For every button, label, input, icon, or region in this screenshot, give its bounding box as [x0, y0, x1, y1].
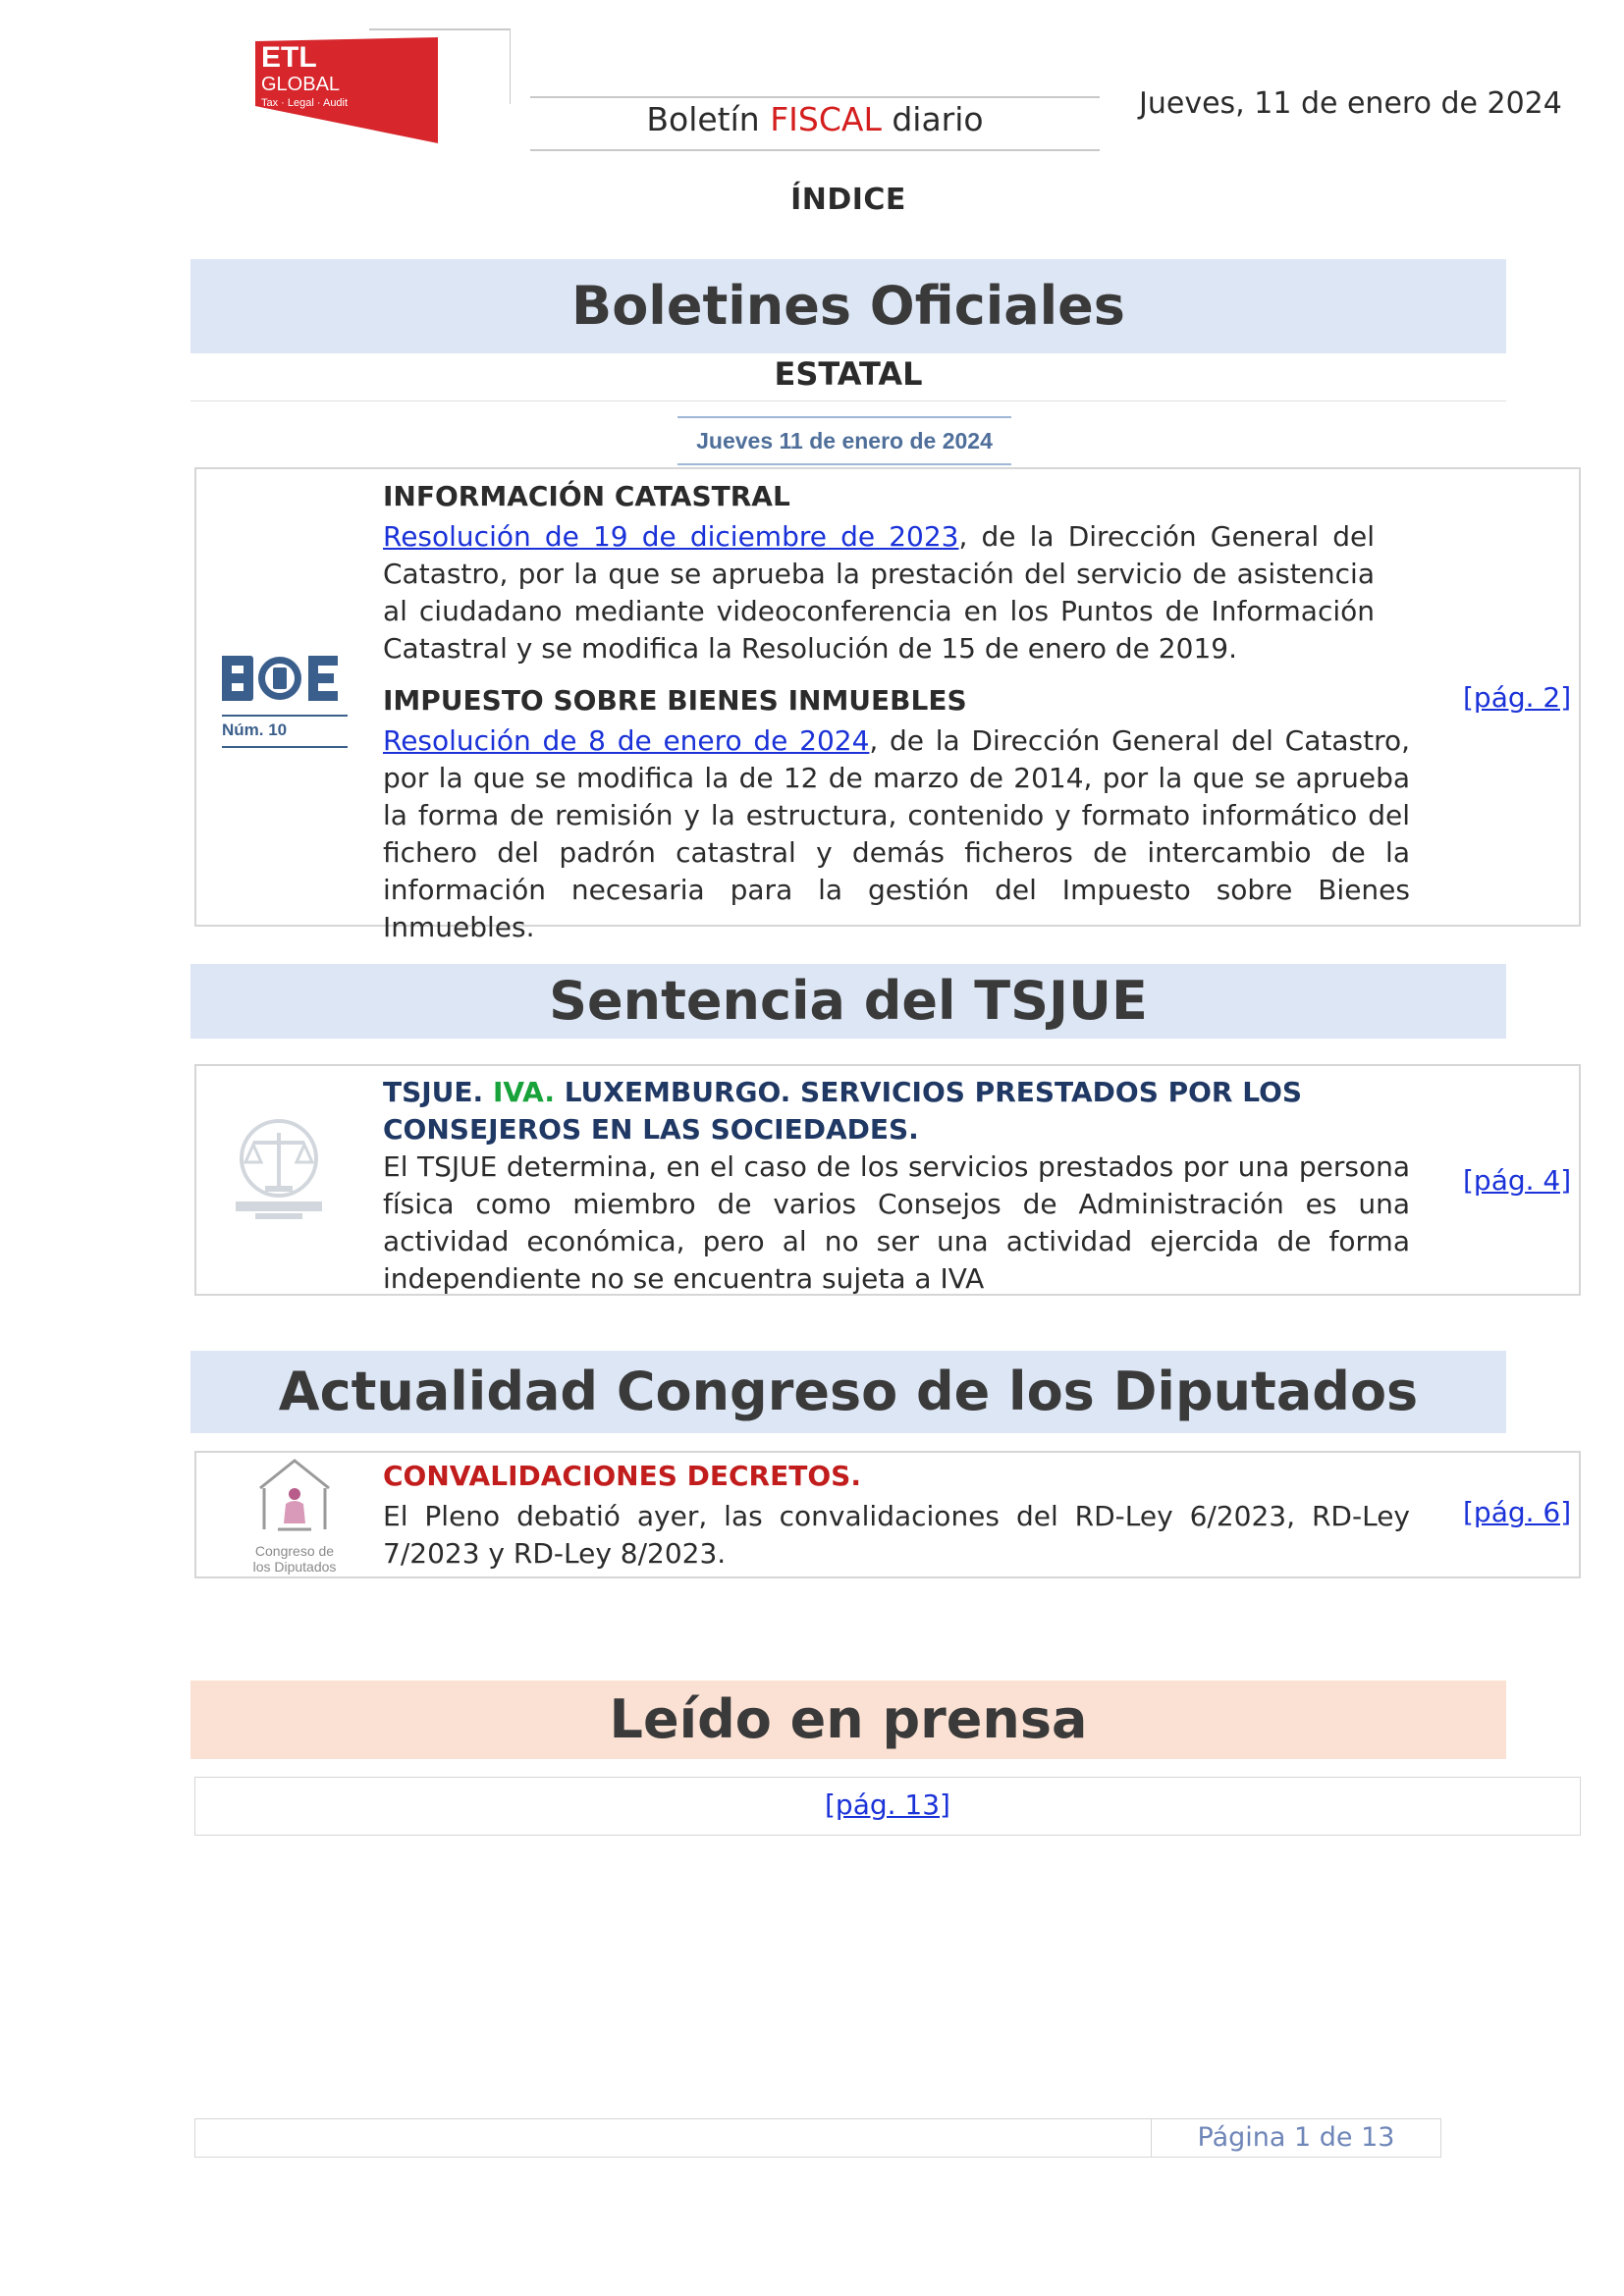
- svg-text:GLOBAL: GLOBAL: [261, 74, 341, 95]
- tsjue-item-box: [194, 1064, 1581, 1296]
- svg-text:ETL: ETL: [261, 41, 317, 74]
- header-date: Jueves, 11 de enero de 2024: [1139, 86, 1562, 121]
- tsjue-item: [383, 1074, 1410, 1298]
- congreso-item-box: [194, 1451, 1581, 1578]
- tsjue-text: El TSJUE determina, en el caso de los servicios prestados por una persona física como miembro de varios Consejos de Administración es una actividad económica, pero al no ser una actividad ejercida de forma independiente no se encuentra sujeta a IVA: [383, 1150, 1410, 1295]
- etl-global-logo: [253, 27, 511, 143]
- boe-number: Núm. 10: [222, 721, 288, 739]
- boe-item-1-text: Resolución de 19 de diciembre de 2023, de la Dirección General del Catastro, por la que se aprueba la prestación del servicio de asistencia al ciudadano mediante videoconferencia en los Puntos de Información Catastral y se modifica la Resolución de 15 de enero de 2019.: [383, 520, 1376, 665]
- index-title: ÍNDICE: [790, 183, 906, 217]
- congreso-logo-icon: [250, 1455, 339, 1539]
- boe-item-2-text: Resolución de 8 de enero de 2024, de la Dirección General del Catastro, por la que se modifica la de 12 de marzo de 2014, por la que se aprueba la forma de remisión y la estructura, contenido y formato informático del fichero del padrón catastral y demás ficheros de intercambio de la información necesaria para la gestión del Impuesto sobre Bienes Inmuebles.: [383, 724, 1410, 943]
- boe-item-1-link[interactable]: Resolución de 19 de diciembre de 2023: [383, 520, 959, 553]
- section-boletines-oficiales: Boletines Oficiales: [190, 259, 1506, 353]
- bulletin-accent: FISCAL: [770, 100, 882, 138]
- header-rule-top: [530, 96, 1100, 98]
- boe-page-link[interactable]: [pág. 2]: [1463, 681, 1572, 714]
- tsjue-page-link[interactable]: [pág. 4]: [1463, 1164, 1572, 1197]
- boe-item-2-link[interactable]: Resolución de 8 de enero de 2024: [383, 724, 870, 757]
- prensa-page-link[interactable]: [pág. 13]: [825, 1789, 950, 1821]
- boe-item-2-heading: IMPUESTO SOBRE BIENES INMUEBLES: [383, 684, 967, 717]
- subsection-estatal: ESTATAL: [774, 355, 923, 393]
- section-congreso-diputados: Actualidad Congreso de los Diputados: [190, 1351, 1506, 1433]
- scales-of-justice-icon: [230, 1117, 328, 1229]
- congreso-page-link[interactable]: [pág. 6]: [1463, 1496, 1572, 1528]
- section-leido-prensa: Leído en prensa: [190, 1681, 1506, 1759]
- header-rule-bottom: [530, 149, 1100, 151]
- estatal-rule: [190, 400, 1506, 401]
- tsjue-heading-iva: IVA.: [492, 1076, 555, 1108]
- congreso-text: El Pleno debatió ayer, las convalidaciones del RD-Ley 6/2023, RD-Ley 7/2023 y RD-Ley 8/2023.: [383, 1500, 1410, 1570]
- footer-page-number: Página 1 de 13: [1197, 2122, 1395, 2153]
- section-sentencia-tsjue: Sentencia del TSJUE: [190, 964, 1506, 1039]
- tsjue-heading: TSJUE. IVA. LUXEMBURGO. SERVICIOS PRESTADOS POR LOS CONSEJEROS EN LAS SOCIEDADES.: [383, 1076, 1303, 1146]
- bulletin-title: Boletín FISCAL diario: [646, 100, 984, 138]
- boe-logo-icon: [222, 654, 338, 705]
- svg-text:Tax · Legal · Audit: Tax · Legal · Audit: [261, 97, 349, 109]
- congreso-logo: Congreso de los Diputados: [226, 1455, 363, 1575]
- boe-item-1: [383, 479, 1410, 667]
- boe-logo: [222, 654, 353, 748]
- prensa-item-box: [194, 1777, 1581, 1836]
- boe-item-1-heading: INFORMACIÓN CATASTRAL: [383, 480, 790, 512]
- congreso-item: [383, 1459, 1410, 1573]
- congreso-heading: CONVALIDACIONES DECRETOS.: [383, 1460, 861, 1492]
- boe-item-box: [194, 467, 1581, 943]
- etl-logo-icon: [253, 27, 511, 143]
- boe-item-2: [383, 683, 1410, 946]
- boe-date-chip: Jueves 11 de enero de 2024: [677, 416, 1011, 465]
